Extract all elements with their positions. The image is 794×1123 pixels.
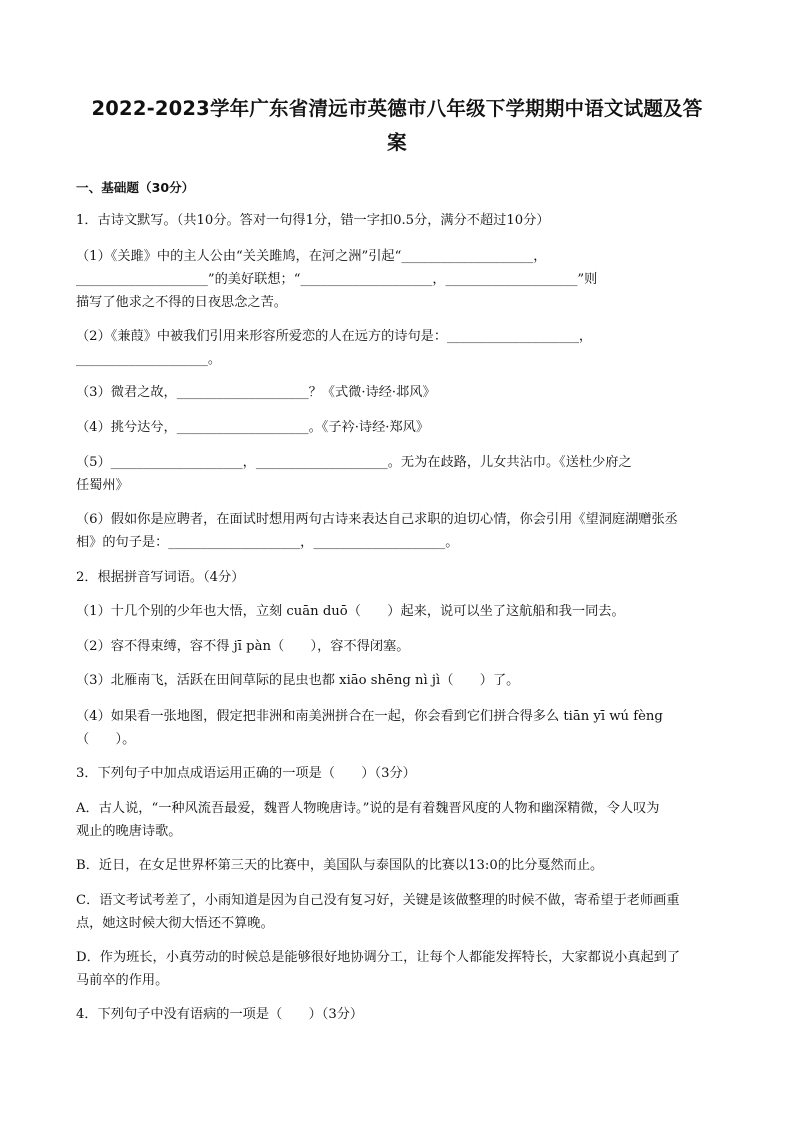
question-1-5-line-2: 任蜀州》	[76, 478, 129, 493]
question-2-2: （2）容不得束缚，容不得 jī pàn（ ），容不得闭塞。	[76, 639, 410, 654]
option-d-line-1: D．作为班长，小真劳动的时候总是能够很好地协调分工，让每个人都能发挥特长，大家都说小真起到了	[76, 950, 681, 965]
question-1-3: （3）微君之故，____________________？《式微·诗经·邶风》	[76, 385, 436, 400]
question-1-4: （4）挑兮达兮，____________________。《子衿·诗经·郑风》	[76, 420, 430, 435]
question-1-5-line-1: （5）____________________，____________________。无为在歧路，儿女共沾巾。《送杜少府之	[76, 455, 632, 470]
document-title	[60, 92, 734, 160]
question-1-6-line-2: 相》的句子是：____________________，____________________。	[76, 535, 459, 550]
question-2-1: （1）十几个别的少年也大悟，立刻 cuān duō（ ）起来，说可以坐了这航船和我一同去。	[76, 604, 625, 619]
option-d-line-2: 马前卒的作用。	[76, 973, 169, 988]
question-1-1-line-3: 描写了他求之不得的日夜思念之苦。	[76, 295, 287, 310]
question-1-1-line-1: （1）《关雎》中的主人公由“关关雎鸠，在河之洲”引起“____________________，	[76, 249, 547, 264]
option-c-line-2: 点，她这时候大彻大悟还不算晚。	[76, 916, 274, 931]
question-2-4-line-1: （4）如果看一张地图，假定把非洲和南美洲拼合在一起，你会看到它们拼合得多么 tiān yī wú fèng	[76, 709, 663, 724]
option-b: B．近日，在女足世界杯第三天的比赛中，美国队与泰国队的比赛以13:0的比分戛然而止。	[76, 858, 604, 873]
question-3-heading: 3．下列句子中加点成语运用正确的一项是（ ）（3分）	[76, 766, 416, 781]
option-c-line-1: C．语文考试考差了，小雨知道是因为自己没有复习好，关键是该做整理的时候不做，寄希望于老师画重	[76, 893, 680, 908]
question-4-heading: 4．下列句子中没有语病的一项是（ ）（3分）	[76, 1007, 364, 1022]
title-line-1: 2022-2023学年广东省清远市英德市八年级下学期期中语文试题及答	[91, 97, 703, 120]
question-2-3: （3）北雁南飞，活跃在田间草际的昆虫也都 xiāo shēng nì jì（ ）了。	[76, 673, 520, 688]
question-1-2-line-2: ____________________。	[76, 352, 222, 367]
question-1-6-line-1: （6）假如你是应聘者，在面试时想用两句古诗来表达自己求职的迫切心情，你会引用《望洞庭湖赠张丞	[76, 512, 678, 527]
option-a-line-1: A．古人说，“一种风流吾最爱，魏晋人物晚唐诗。”说的是有着魏晋风度的人物和幽深精微，令人叹为	[76, 801, 660, 816]
question-2-4-line-2: （ ）。	[76, 732, 136, 747]
question-1-1-line-2: ____________________”的美好联想；“____________________，____________________”则	[76, 272, 598, 287]
question-1-2-line-1: （2）《兼葭》中被我们引用来形容所爱恋的人在远方的诗句是：____________________，	[76, 329, 593, 344]
option-a-line-2: 观止的晚唐诗歌。	[76, 824, 182, 839]
question-2-heading: 2．根据拼音写词语。（4分）	[76, 570, 245, 585]
title-line-2: 案	[387, 131, 407, 154]
question-1-heading: 1．古诗文默写。（共10分。答对一句得1分，错一字扣0.5分，满分不超过10分）	[76, 213, 550, 228]
section-heading-basic: 一、基础题（30分）	[76, 180, 195, 195]
